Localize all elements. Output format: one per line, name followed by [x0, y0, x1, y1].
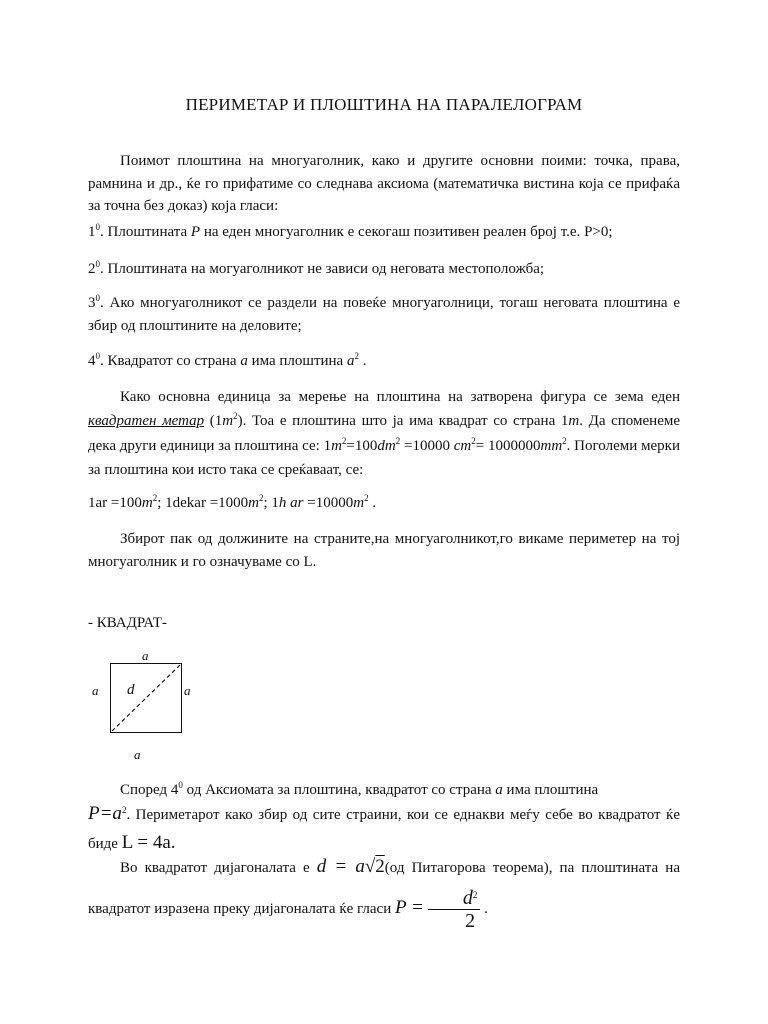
page-title: ПЕРИМЕТАР И ПЛОШТИНА НА ПАРАЛЕЛОГРАМ [185, 95, 583, 114]
label-top-a: a [142, 648, 149, 663]
unit-paragraph: Како основна единица за мерење на плоштина на затворена фигура се зема еден квадратен метар $(1m^2)$. Тоа е плоштина што ја има квадрат со страна 1m. Да спомeнеме дека други единици за плоштина се: $1m^2=100dm^2 =10000$ $cm^2= 1000000mm^2$. Поголеми мерки за плоштина кои исто така се среќаваат, се: [88, 389, 681, 478]
label-left-a: a [92, 683, 99, 698]
label-right-a: a [184, 683, 191, 698]
section-heading-square: - КВАДРАТ- [88, 615, 167, 631]
label-diagonal-d: d [127, 682, 135, 698]
axiom-4: $4^0$. Квадратот со страна a има плоштина $a^2$ . [88, 351, 367, 369]
axiom-1: $1^0$. Плоштината P на еден многуаголник е секогаш позитивен реален број т.е. P>0; [88, 222, 613, 240]
diagonal-area-fraction: $\frac{d^2}{2}$ [428, 887, 481, 932]
square-diagonal-sentence: Во квадратот дијагоналата е d = a√2(од Питагорова теорема), па плоштината на квадратот изразена преку дијагоналата ќе гласи P = $\frac{d^2}{2}$ . [88, 856, 680, 932]
square-diagonal [110, 663, 182, 733]
axiom-2: $2^0$. Плоштината на могуаголникот не зависи од неговата местоположба; [88, 259, 545, 277]
square-area-sentence: Според $4^0$ од Аксиомата за плоштина, квадратот со страна a има плоштина [120, 780, 599, 798]
square-perimeter-sentence: $P=a^2$. Периметарот како збир од сите страини, кои се еднакви меѓу себе во квадратот ќе биде L = 4a. [88, 803, 680, 854]
intro-paragraph: Поимот плоштина на многуаголник, како и другите основни поими: точка, права, рамнина и др., ќе го прифатиме со следнава аксиома (математичка вистина која се прифаќа за точна без доказ) која гласи: [88, 153, 680, 214]
axiom-3: $3^0$. Ако многуаголникот се раздели на повеќе многуаголници, тогаш неговата плоштина е збир од плоштините на деловите; [88, 293, 680, 334]
label-bottom-a: a [134, 747, 141, 762]
perimeter-paragraph: Збирот пак од должините на страните,на многуаголникот,го викаме периметер на тој многуаголник и го означуваме со L. [88, 531, 680, 570]
units-line: $1ar =100m^2$; 1dekar $=1000m^2$; 1h ar $=10000m^2$ . [88, 493, 377, 511]
